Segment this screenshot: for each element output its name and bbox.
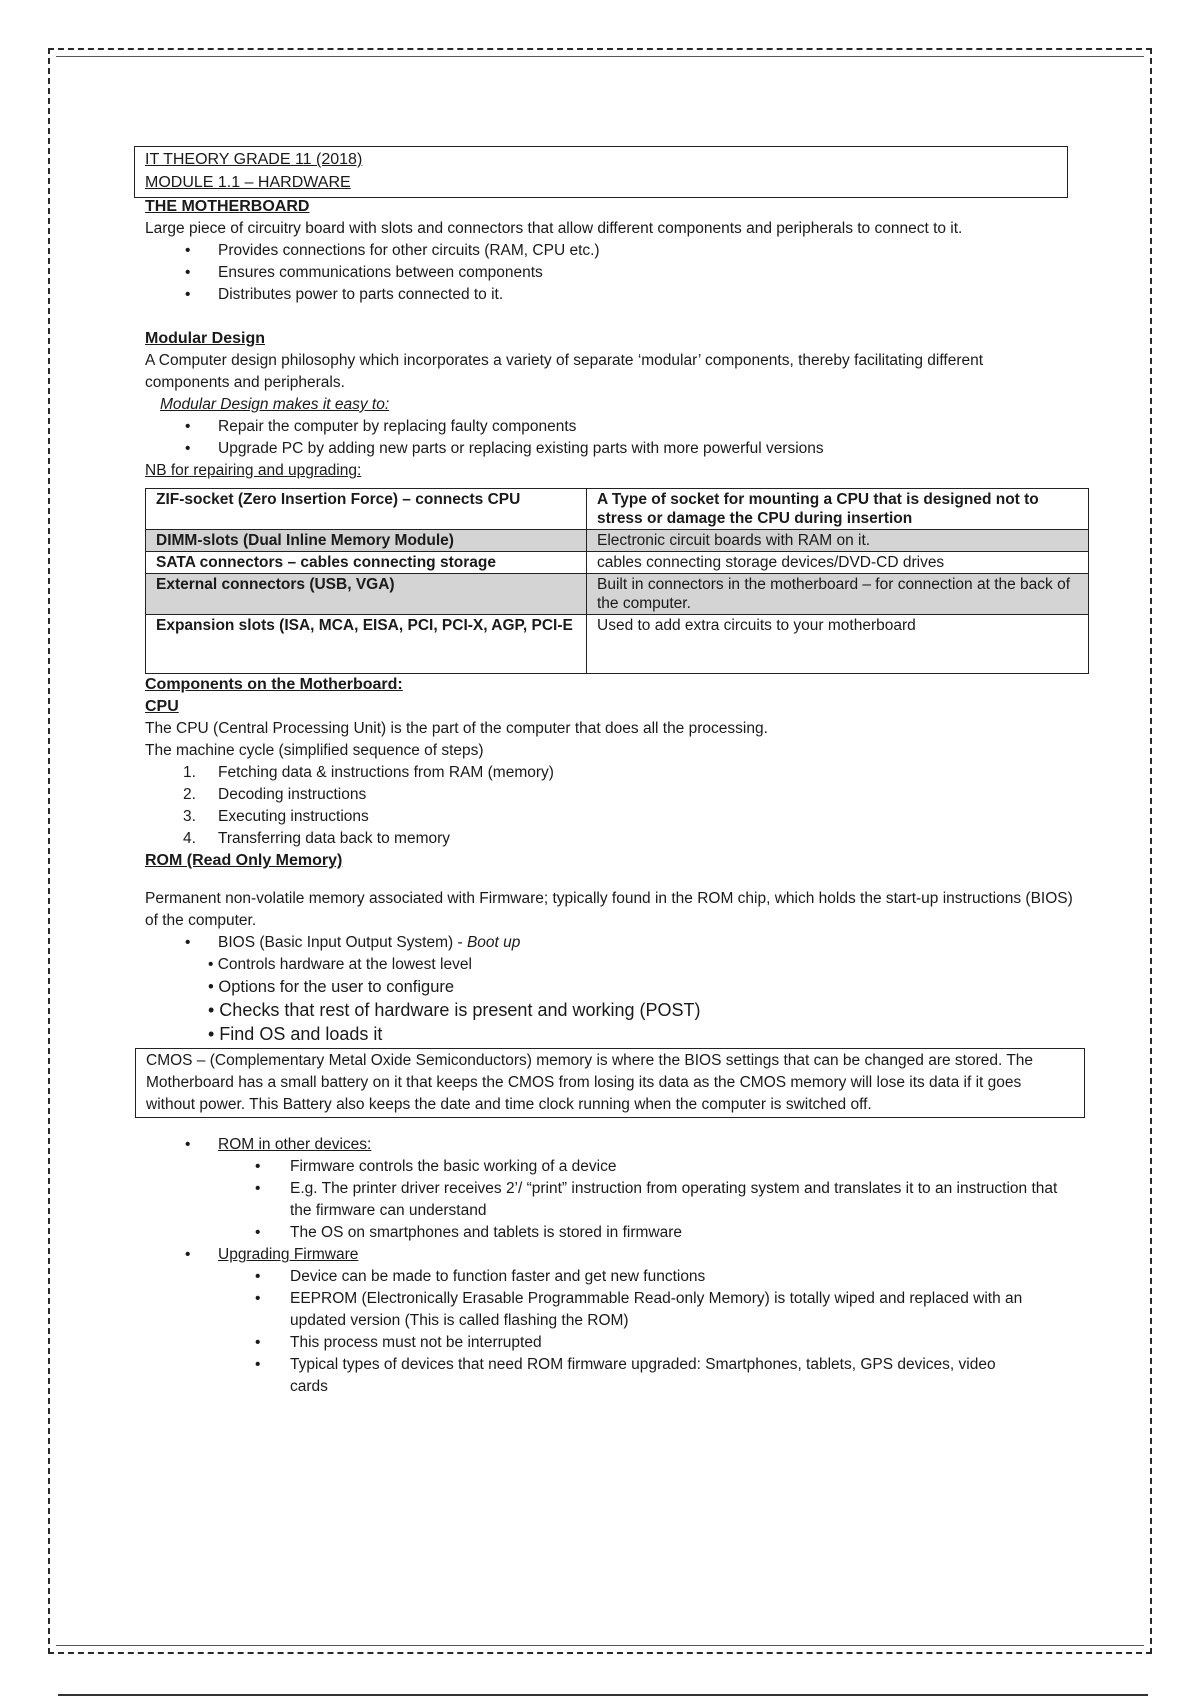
table-desc: Used to add extra circuits to your motherboard	[587, 615, 1089, 674]
cpu-text-2: The machine cycle (simplified sequence of steps)	[145, 742, 484, 759]
bottom-rule	[58, 1694, 1148, 1696]
table-desc: A Type of socket for mounting a CPU that is designed not to stress or damage the CPU during insertion	[587, 489, 1089, 530]
other-section	[145, 1134, 1095, 1156]
modular-bullets	[145, 416, 1095, 460]
rom-heading: ROM (Read Only Memory)	[145, 852, 343, 869]
list-item: • This process must not be interrupted	[145, 1332, 1095, 1354]
upgrading-section	[145, 1244, 1095, 1266]
cmos-box	[135, 1048, 1085, 1118]
rom-devices-points	[145, 1156, 1095, 1244]
list-item: • Device can be made to function faster and get new functions	[145, 1266, 1095, 1288]
list-item: • Controls hardware at the lowest level	[208, 956, 472, 973]
list-item: • Repair the computer by replacing faulty components	[145, 416, 1095, 438]
motherboard-bullets	[145, 240, 1095, 306]
cpu-text-1: The CPU (Central Processing Unit) is the part of the computer that does all the processing.	[145, 720, 768, 737]
list-item: • Typical types of devices that need ROM firmware upgraded: Smartphones, tablets, GPS devices, video cards	[145, 1354, 1030, 1398]
table-term: ZIF-socket (Zero Insertion Force) – connects CPU	[146, 489, 587, 530]
list-item: 3. Executing instructions	[183, 808, 369, 825]
table-term: DIMM-slots (Dual Inline Memory Module)	[146, 530, 587, 552]
table-desc: cables connecting storage devices/DVD-CD drives	[587, 552, 1089, 574]
list-item: • EEPROM (Electronically Erasable Programmable Read-only Memory) is totally wiped and replaced with an updated version (This is called flashing the ROM)	[145, 1288, 1050, 1332]
title-box	[134, 146, 1068, 198]
cpu-heading: CPU	[145, 698, 179, 715]
list-item: • Checks that rest of hardware is present and working (POST)	[208, 1000, 701, 1020]
components-heading: Components on the Motherboard:	[145, 676, 403, 693]
modular-heading: Modular Design	[145, 330, 266, 347]
list-item: • Provides connections for other circuits (RAM, CPU etc.)	[145, 240, 1095, 262]
title-line-1: IT THEORY GRADE 11 (2018)	[145, 151, 363, 168]
list-item: • E.g. The printer driver receives 2’/ “print” instruction from operating system and translates it to an instruction that the firmware can understand	[145, 1178, 1070, 1222]
rom-text: Permanent non-volatile memory associated with Firmware; typically found in the ROM chip, which holds the start-up instructions (BIOS) of the computer.	[145, 890, 1073, 929]
table-row	[146, 574, 1089, 615]
table-term: External connectors (USB, VGA)	[146, 574, 587, 615]
table-row	[146, 489, 1089, 530]
title-line-2: MODULE 1.1 – HARDWARE	[145, 174, 351, 191]
list-item: 1. Fetching data & instructions from RAM (memory)	[183, 764, 554, 781]
table-desc: Electronic circuit boards with RAM on it.	[587, 530, 1089, 552]
list-item: • Ensures communications between components	[145, 262, 1095, 284]
list-item: • Firmware controls the basic working of a device	[145, 1156, 1095, 1178]
table-row	[146, 552, 1089, 574]
list-item: 2. Decoding instructions	[183, 786, 367, 803]
list-item: • Upgrade PC by adding new parts or replacing existing parts with more powerful versions	[145, 438, 1095, 460]
list-item: • The OS on smartphones and tablets is stored in firmware	[145, 1222, 1095, 1244]
bios-item	[145, 932, 1095, 954]
list-item: • BIOS (Basic Input Output System) - Boot up	[145, 932, 1095, 954]
table-row	[146, 615, 1089, 674]
bios-points	[145, 954, 1095, 1046]
nb-label: NB for repairing and upgrading:	[145, 462, 362, 479]
list-item: • Find OS and loads it	[208, 1024, 383, 1044]
list-item: • Options for the user to configure	[208, 978, 455, 996]
hardware-table	[145, 488, 1089, 674]
modular-easy-label: Modular Design makes it easy to:	[160, 396, 390, 413]
upgrading-points	[145, 1266, 1095, 1398]
motherboard-heading: THE MOTHERBOARD	[145, 198, 310, 215]
machine-cycle-steps	[145, 762, 1095, 850]
motherboard-text: Large piece of circuitry board with slots and connectors that allow different components and peripherals to connect to it.	[145, 220, 963, 237]
cmos-text: CMOS – (Complementary Metal Oxide Semiconductors) memory is where the BIOS settings that can be changed are stored. The Motherboard has a small battery on it that keeps the CMOS from losing its data as the CMOS memory will lose its data if it goes without power. This Battery also keeps the date and time clock running when the computer is switched off.	[146, 1052, 1034, 1113]
list-item: • Upgrading Firmware	[145, 1244, 1095, 1266]
document-body	[145, 196, 1095, 1398]
table-desc: Built in connectors in the motherboard – for connection at the back of the computer.	[587, 574, 1089, 615]
table-term: Expansion slots (ISA, MCA, EISA, PCI, PCI-X, AGP, PCI-E	[146, 615, 587, 674]
list-item: • Distributes power to parts connected to it.	[145, 284, 1095, 306]
list-item: 4. Transferring data back to memory	[183, 830, 451, 847]
table-row	[146, 530, 1089, 552]
table-term: SATA connectors – cables connecting storage	[146, 552, 587, 574]
list-item: • ROM in other devices:	[145, 1134, 1095, 1156]
modular-text: A Computer design philosophy which incorporates a variety of separate ‘modular’ components, thereby facilitating different components and peripherals.	[145, 352, 984, 391]
